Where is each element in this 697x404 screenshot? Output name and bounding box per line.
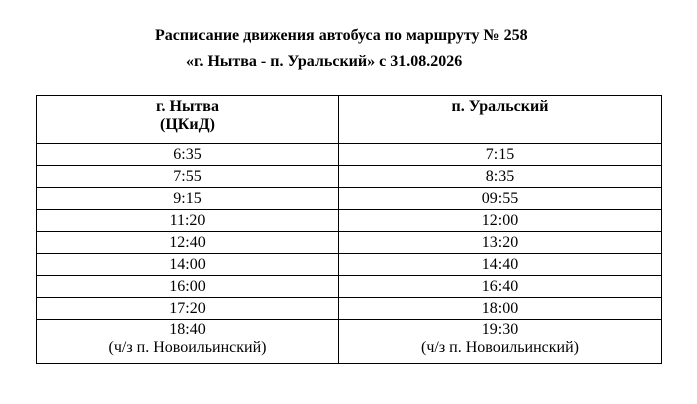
departure-uralsky-last: [339, 320, 662, 364]
departure-uralsky: 14:40: [339, 254, 662, 276]
departure-nytva: 7:55: [37, 166, 339, 188]
table-row: [37, 298, 662, 320]
table-row: [37, 276, 662, 298]
document-subtitle: «г. Нытва - п. Уральский» с 31.08.2026: [186, 53, 463, 70]
departure-uralsky: 12:00: [339, 210, 662, 232]
table-row: [37, 166, 662, 188]
route-note: (ч/з п. Новоильинский): [108, 339, 267, 356]
departure-uralsky: 16:40: [339, 276, 662, 298]
departure-nytva: 14:00: [37, 254, 339, 276]
departure-nytva: 11:20: [37, 210, 339, 232]
schedule-table: [36, 95, 662, 364]
departure-time: 19:30: [481, 321, 519, 338]
table-row: [37, 232, 662, 254]
table-header-row: [37, 96, 662, 144]
table-row: [37, 210, 662, 232]
departure-nytva-last: [37, 320, 339, 364]
table-row: [37, 144, 662, 166]
table-row-last: [37, 320, 662, 364]
departure-time: 18:40: [169, 321, 206, 338]
header-uralsky-line1: п. Уральский: [451, 98, 549, 115]
departure-nytva: 9:15: [37, 188, 339, 210]
departure-nytva: 12:40: [37, 232, 339, 254]
departure-uralsky: 7:15: [339, 144, 662, 166]
departure-uralsky: 09:55: [339, 188, 662, 210]
route-note: (ч/з п. Новоильинский): [421, 339, 579, 356]
departure-nytva: 17:20: [37, 298, 339, 320]
table-row: [37, 254, 662, 276]
header-nytva-line2: (ЦКиД): [160, 116, 215, 133]
departure-uralsky: 13:20: [339, 232, 662, 254]
departure-nytva: 6:35: [37, 144, 339, 166]
document-title: Расписание движения автобуса по маршруту № 258: [155, 27, 528, 44]
header-nytva-line1: г. Нытва: [156, 98, 219, 115]
header-uralsky: [339, 96, 662, 144]
header-nytva: [37, 96, 339, 144]
departure-uralsky: 8:35: [339, 166, 662, 188]
departure-uralsky: 18:00: [339, 298, 662, 320]
table-row: [37, 188, 662, 210]
departure-nytva: 16:00: [37, 276, 339, 298]
